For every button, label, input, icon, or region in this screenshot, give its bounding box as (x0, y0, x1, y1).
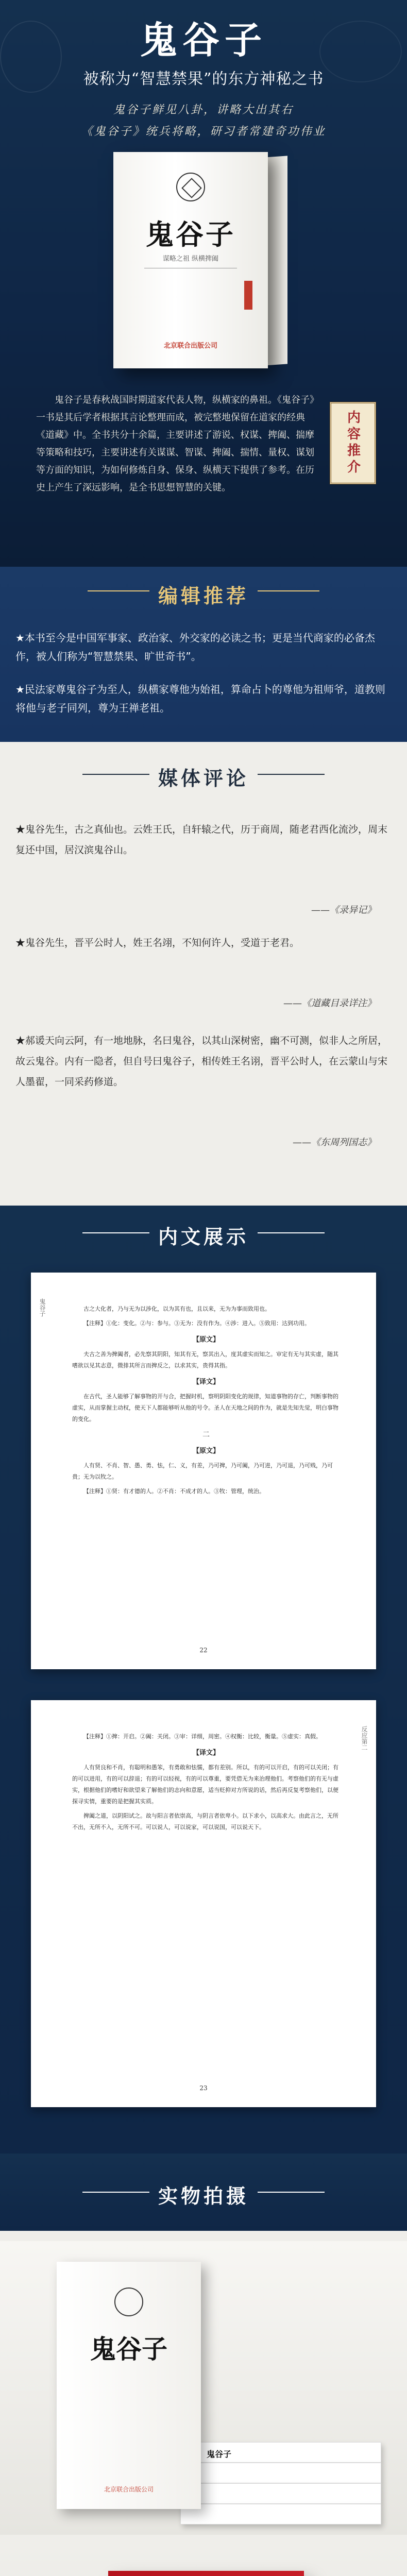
hero-subtitle: 被称为“智慧禁果”的东方神秘之书 (83, 70, 324, 88)
section-title: 媒体评论 (158, 767, 249, 790)
page-paragraph: 在古代，圣人能够了解事物的开与合，把握时机，察明阴阳变化的规律，知道事物的存亡，判断事物的虚实，从而掌握主动权，使天下人都能够听从他的号令。圣人在天地之间的作为，就是先知先觉，明白事物的变化。 (72, 1393, 338, 1422)
page-body (72, 1303, 340, 1500)
recommend-item: ★本书至今是中国军事家、政治家、外交家的必读之书；更是当代商家的必备杰作，被人们称为“智慧禁果、旷世奇书”。 (15, 632, 375, 663)
title-ornament (258, 2192, 325, 2193)
cover-emblem-icon (114, 2287, 143, 2316)
review-quote: ★鬼谷先生，晋平公时人，姓王名翊，不知何许人，受道于老君。 (15, 937, 300, 948)
product-photo-white (0, 2241, 407, 2535)
intro-badge-label: 内容推介 (345, 410, 361, 476)
hero-tagline: 鬼谷子鲜见八卦，讲略大出其右 (113, 104, 294, 116)
cover-subtitle: 谋略之祖 纵横捭阖 (162, 255, 219, 263)
cover-seal (244, 281, 252, 310)
page-heading: 【原文】 (192, 1336, 219, 1344)
page-paragraph: 【注释】①贤：有才德的人。②不肖：不成才的人。③牧：管理，统治。 (83, 1488, 265, 1495)
stack-book-label: 鬼谷子 (207, 2449, 232, 2459)
hero-section (0, 0, 407, 567)
content-preview-section (0, 1206, 407, 2154)
page-body (72, 1731, 340, 1836)
page-paragraph: 【注释】①捭：开启。②阖：关闭。③审：详细，周密。④权衡：比较，衡量。⑤虚实：真假。 (83, 1733, 321, 1740)
page-heading: 【译文】 (192, 1378, 219, 1386)
page-paragraph: 人有贤、不肖、智、愚、勇、怯，仁、义，有差，乃可捭，乃可阖，乃可进，乃可退，乃可贱，乃可贵；无为以牧之。 (72, 1462, 333, 1480)
page-paragraph: 【注释】①化：变化。②与：参与。③无为：没有作为。④涉：进入。⑤致用：达到功用。 (83, 1320, 310, 1327)
book-stack-item (185, 2483, 381, 2504)
product-photo-red (0, 2545, 407, 2576)
book-spine (268, 156, 287, 365)
book-cover-image (113, 152, 268, 368)
book-stack-item (191, 2463, 381, 2483)
intro-badge (330, 402, 376, 484)
cover-publisher: 北京联合出版公司 (163, 342, 217, 350)
title-ornament (258, 590, 319, 591)
page-number: 22 (199, 1647, 208, 1654)
section-title: 内文展示 (158, 1225, 249, 1248)
page-heading: 【原文】 (192, 1447, 219, 1455)
sample-page (31, 1273, 376, 1669)
page-paragraph: 捭阖之道，以阴阳试之。故与阳言者依崇高，与阴言者依卑小。以下求小，以高求大。由此言之，无所不出，无所不入，无所不可。可以说人，可以说家，可以说国，可以说天下。 (72, 1812, 338, 1831)
cover-publisher: 北京联合出版公司 (104, 2486, 154, 2493)
review-source: ——《录异记》 (311, 905, 376, 916)
page-paragraph: 人有贤良和不肖，有聪明和愚笨，有勇敢和怯懦，都有差别。所以，有的可以开启，有的可以关闭；有的可以进用，有的可以辞退；有的可以轻视，有的可以尊重，要凭借无为来治理他们。考察他们的有无与虚实，根据他们的嗜好和欲望来了解他们的志向和意愿，适当贬抑对方所说的话，然后再反复考察他们，以便探寻实情，重要的是把握其实质。 (72, 1764, 338, 1805)
page-heading: 【译文】 (192, 1749, 219, 1757)
recommend-item: ★民法家尊鬼谷子为至人，纵横家尊他为始祖，算命占卜的尊他为祖师爷，道教则将他与老子同列，尊为王禅老祖。 (15, 683, 385, 714)
page-running-head: 鬼谷子 (39, 1298, 46, 1317)
hero-tagline: 《鬼谷子》统兵将略，研习者常建奇功伟业 (81, 125, 326, 138)
section-title: 编辑推荐 (158, 584, 249, 607)
cover-emblem-icon (176, 173, 205, 201)
sample-page (31, 1700, 376, 2107)
book-stack-item (196, 2442, 381, 2463)
hero-title: 鬼谷子 (140, 18, 267, 62)
review-quote: ★郝谖天向云阿，有一地地脉，名曰鬼谷，以其山深树密，幽不可测，似非人之所居，故云鬼谷。内有一隐者，但自号曰鬼谷子，相传姓王名诩，晋平公时人，在云蒙山与宋人墨翟，一同采药修道。 (15, 1035, 388, 1088)
page-number: 23 (199, 2084, 208, 2092)
review-quote: ★鬼谷先生，古之真仙也。云姓王氏，自轩辕之代，历于商周，随老君西化流沙，周末复还中国，居汉滨鬼谷山。 (15, 824, 388, 856)
book-stack-item (180, 2504, 381, 2524)
title-ornament (258, 774, 325, 775)
cover-title: 鬼谷子 (90, 2334, 167, 2364)
review-source: ——《道藏目录详注》 (283, 998, 376, 1009)
page-section-number: 二 (202, 1431, 210, 1439)
media-review-section (0, 742, 407, 1206)
page-running-head: 反应第二 (361, 1726, 368, 1751)
red-cover-book (108, 2571, 304, 2576)
page-paragraph: 古之大化者，乃与无为以涉化，以为其有也，且以来，无为为事而致用也。 (83, 1306, 270, 1312)
page-paragraph: 夫古之善为捭阖者，必先察其阴阳，知其有无，察其出入，度其虚实而知之。审定有无与其实虚，随其嗜欲以见其志意，微排其所言而捭反之，以求其实，贵得其指。 (72, 1351, 338, 1369)
intro-paragraph: 鬼谷子是春秋战国时期道家代表人物，纵横家的鼻祖。《鬼谷子》一书是其后学者根据其言论整理而成，被完整地保留在道家的经典《道藏》中。全书共分十余篇，主要讲述了游说、权谋、捭阖、揣摩等策略和技巧，主要讲述有关谋谋、智谋、捭阖、揣情、量权、谋划等方面的知识，为如何修炼自身、保身、纵横天下提供了参考。在历史上产生了深远影响，是全书思想智慧的关键。 (36, 395, 314, 493)
cover-title: 鬼谷子 (146, 218, 235, 251)
editor-recommend-section (0, 567, 407, 742)
title-ornament (258, 1232, 325, 1233)
product-photo-section (0, 2154, 407, 2576)
review-source: ——《东周列国志》 (293, 1137, 376, 1148)
standing-book (57, 2262, 201, 2509)
section-title: 实物拍摄 (158, 2184, 249, 2208)
